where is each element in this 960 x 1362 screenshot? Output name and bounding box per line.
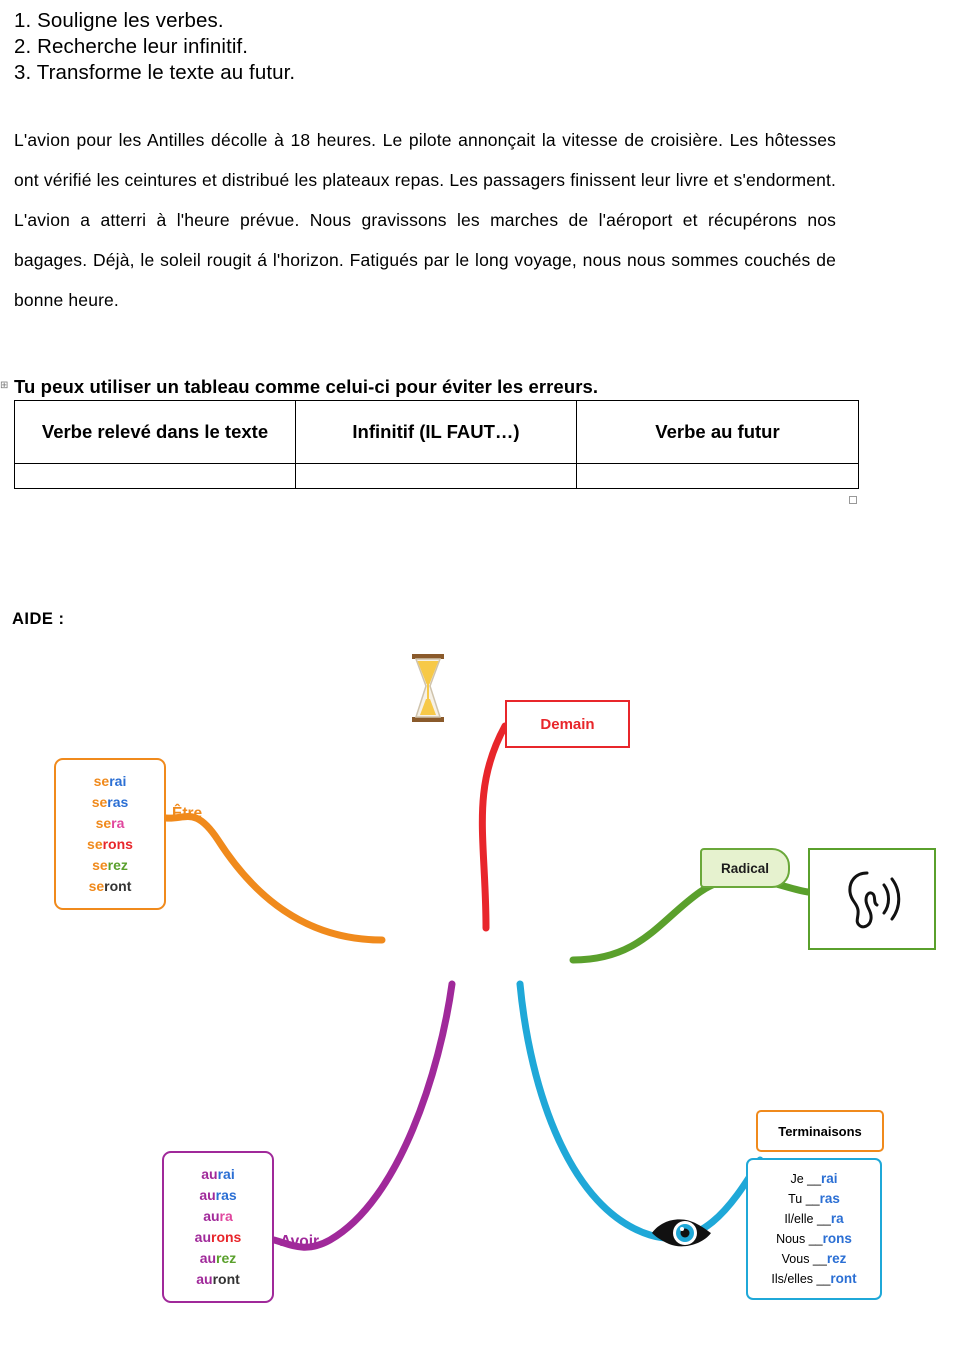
table-header-cell-verbe: Verbe relevé dans le texte (15, 401, 296, 464)
instruction-1: 1. Souligne les verbes. (14, 9, 224, 32)
ear-icon (837, 867, 907, 931)
node-demain[interactable] (505, 700, 630, 748)
etre-form-1: serai (93, 773, 127, 789)
avoir-form-5: aurez (199, 1250, 237, 1266)
avoir-form-3: aura (203, 1208, 233, 1224)
instructions-list (14, 8, 614, 86)
node-avoir-conjugation[interactable] (162, 1151, 274, 1303)
avoir-form-1: aurai (201, 1166, 235, 1182)
table-heading: Tu peux utiliser un tableau comme celui-ci pour éviter les erreurs. (14, 376, 599, 397)
node-radical-label: Radical (720, 860, 770, 876)
branch-terminaisons (520, 984, 760, 1238)
avoir-form-6: auront (196, 1271, 240, 1287)
etre-form-2: seras (91, 794, 129, 810)
table-row[interactable] (15, 464, 859, 489)
table-cell-verbe[interactable] (15, 464, 296, 489)
hourglass-icon (406, 652, 450, 724)
table-header-row (15, 401, 859, 464)
node-radical[interactable] (700, 848, 790, 888)
eye-icon (648, 1212, 714, 1254)
table-cell-infinitif[interactable] (296, 464, 577, 489)
etre-form-6: seront (88, 878, 132, 894)
ending-row-6: Ils/elles __ront (771, 1271, 857, 1286)
passage-text: L'avion pour les Antilles décolle à 18 heures. Le pilote annonçait la vitesse de croisière. Les hôtesses ont vérifié les ceintures et distribué les plateaux repas. Les passagers finissent leur livre et s'endorment. L'avion a atterri à l'heure prévue. Nous gravissons les marches de l'aéroport et récupérons nos bagages. Déjà, le soleil rougit á l'horizon. Fatigués par le long voyage, nous nous sommes couchés de bonne heure. (14, 130, 836, 310)
table-resize-handle[interactable] (849, 496, 857, 504)
table-header-cell-futur: Verbe au futur (577, 401, 859, 464)
aide-label: AIDE : (12, 610, 65, 628)
ending-row-2: Tu __ras (788, 1191, 840, 1206)
ending-row-5: Vous __rez (781, 1251, 847, 1266)
ending-row-3: Il/elle __ra (784, 1211, 844, 1226)
ear-listening-icon-box (808, 848, 936, 950)
node-etre-label: Être (172, 805, 203, 822)
table-cell-futur[interactable] (577, 464, 859, 489)
node-avoir-label: Avoir (280, 1233, 320, 1250)
node-demain-label: Demain (540, 715, 595, 733)
node-terminaisons-label: Terminaisons (778, 1123, 862, 1139)
avoir-form-4: aurons (194, 1229, 242, 1245)
ending-row-1: Je __rai (790, 1171, 838, 1186)
instruction-3: 3. Transforme le texte au futur. (14, 61, 296, 84)
paragraph-marker-icon: ⊞ (0, 380, 9, 391)
node-endings-list[interactable] (746, 1158, 882, 1300)
etre-form-5: serez (92, 857, 128, 873)
node-terminaisons[interactable] (756, 1110, 884, 1152)
verb-table (14, 400, 859, 489)
etre-form-3: sera (95, 815, 125, 831)
etre-form-4: serons (87, 836, 133, 852)
branch-demain (482, 726, 505, 928)
node-etre-conjugation[interactable] (54, 758, 166, 910)
ending-row-4: Nous __rons (776, 1231, 852, 1246)
branch-etre (166, 816, 382, 940)
branch-radical (573, 879, 808, 960)
avoir-form-2: auras (199, 1187, 237, 1203)
instruction-2: 2. Recherche leur infinitif. (14, 35, 249, 58)
branch-avoir (274, 984, 452, 1247)
mindmap-figure (0, 640, 960, 1362)
table-header-cell-infinitif: Infinitif (IL FAUT…) (296, 401, 577, 464)
